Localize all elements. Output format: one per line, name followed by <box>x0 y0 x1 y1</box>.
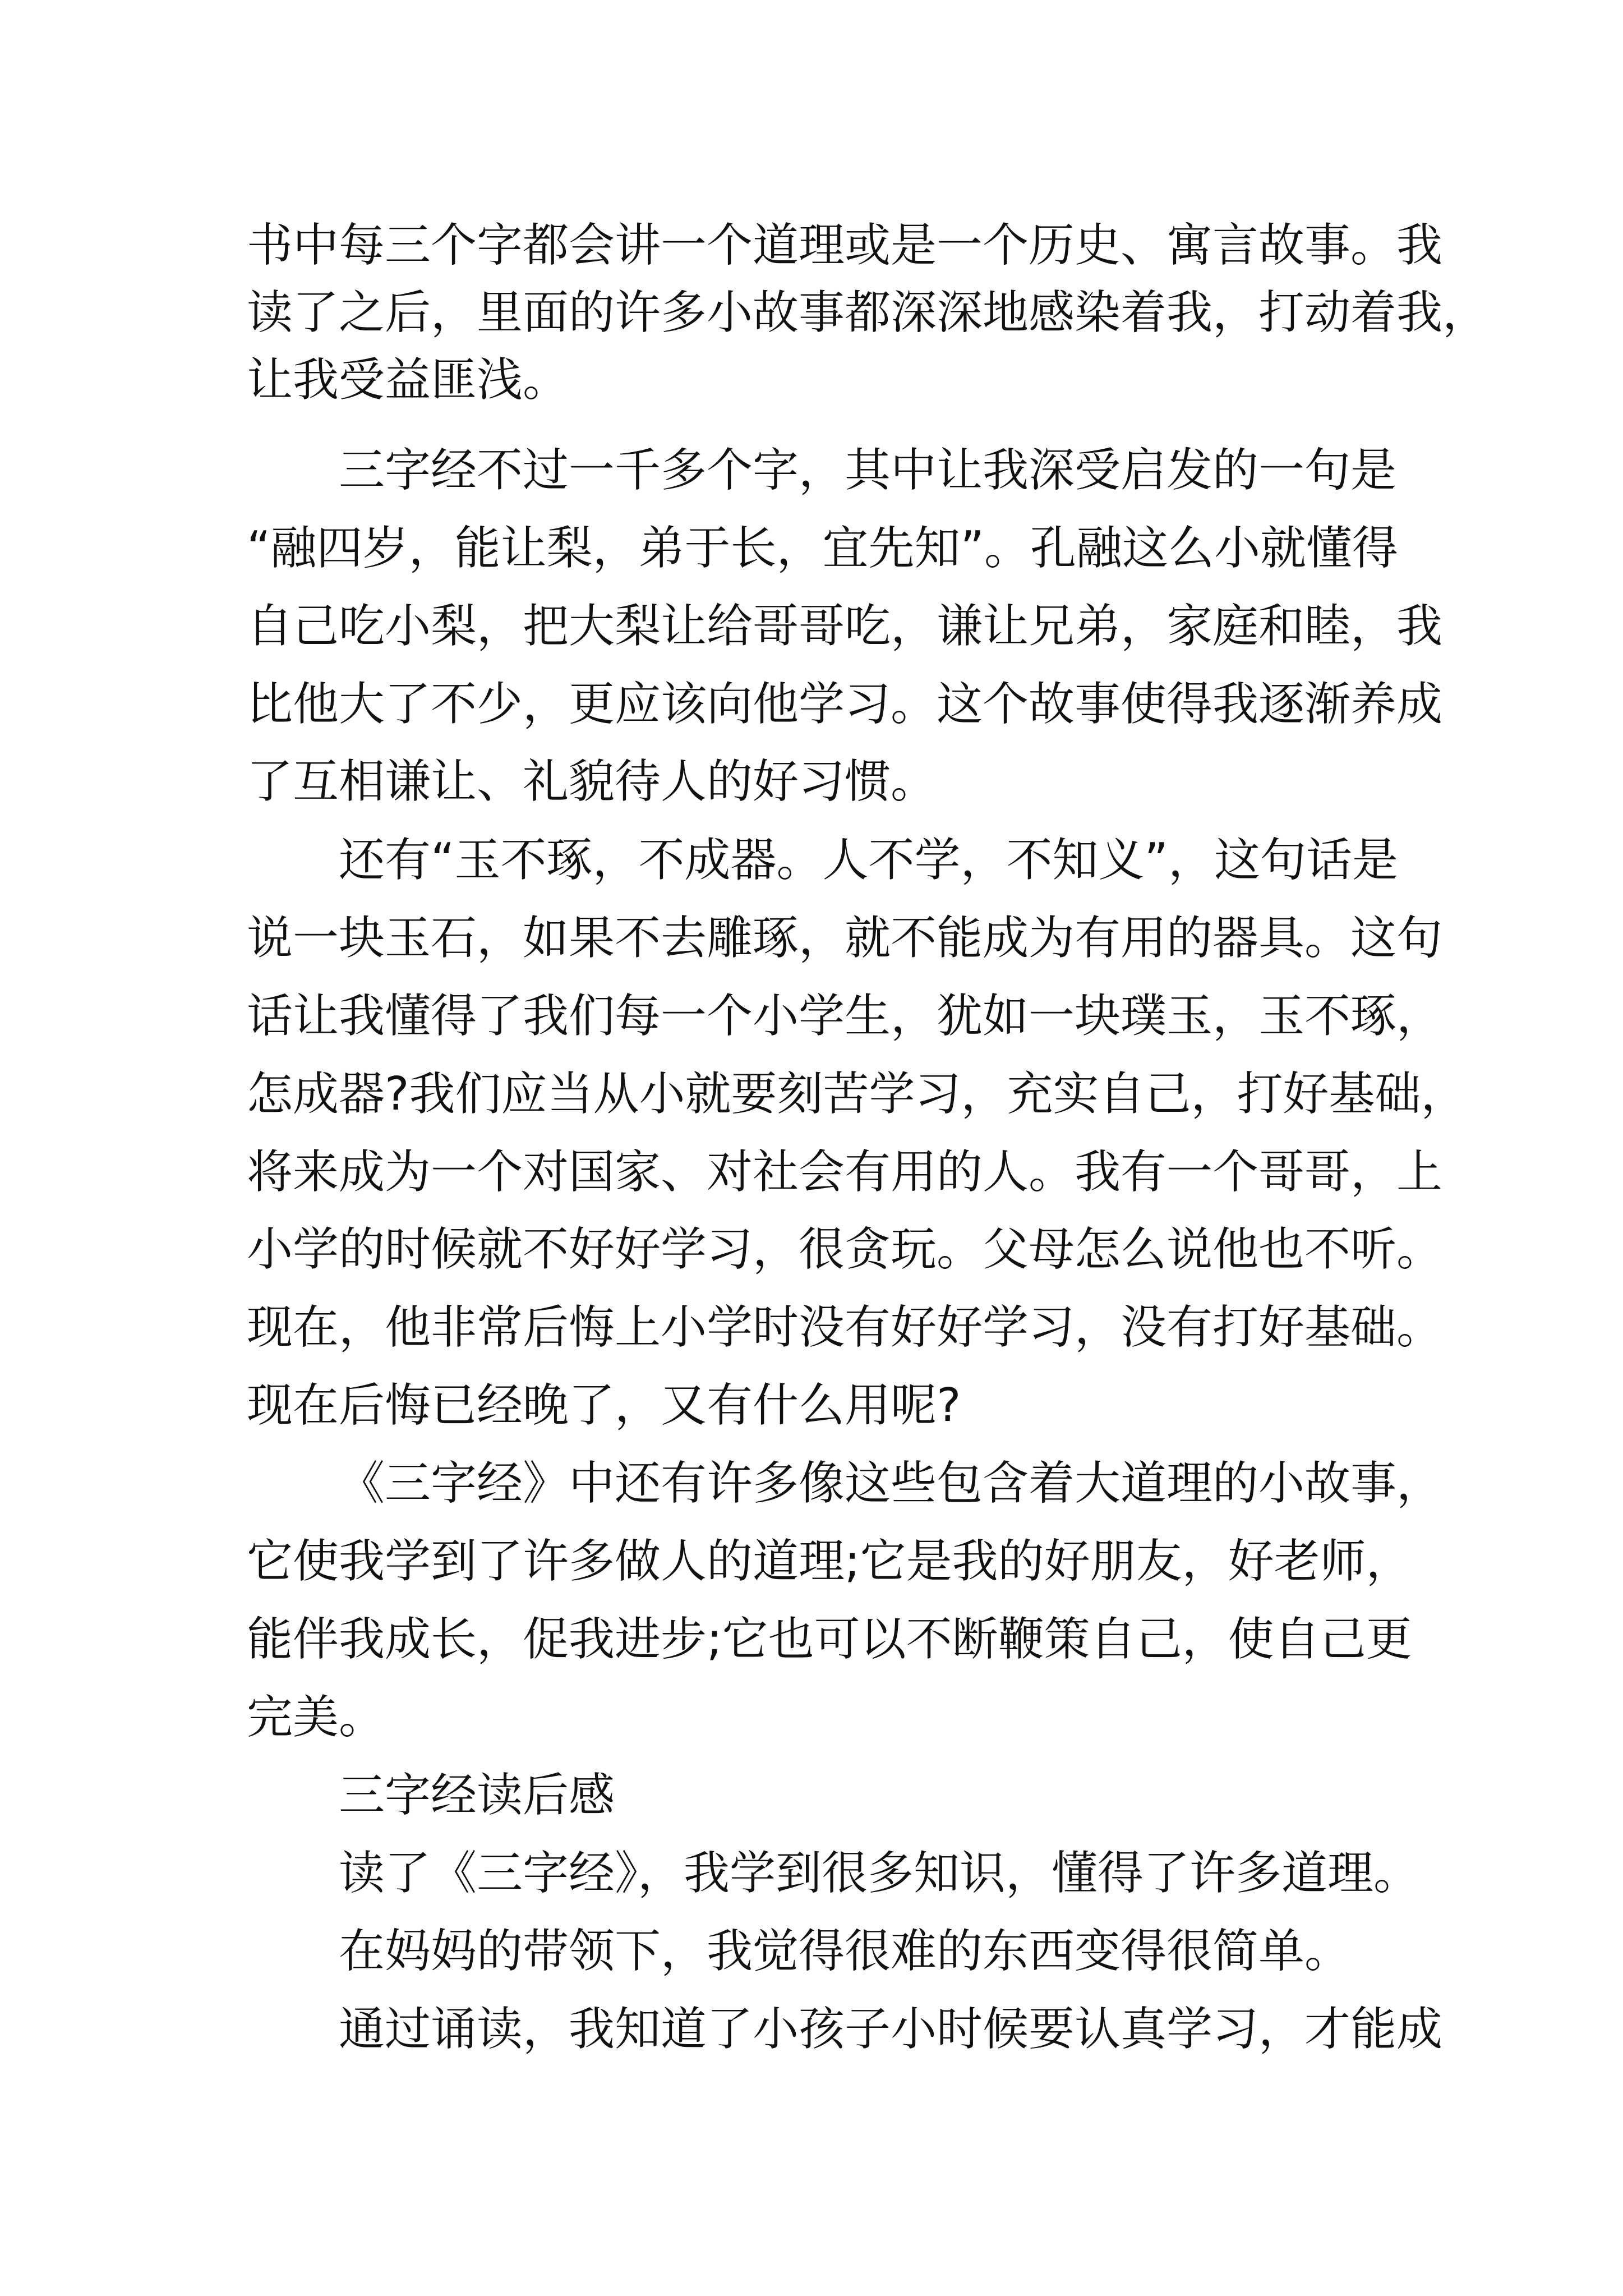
paragraph-start-line: 读了《三字经》，我学到很多知识，懂得了许多道理。 <box>339 1847 1420 1900</box>
text-line: 说一块玉石，如果不去雕琢，就不能成为有用的器具。这句 <box>247 912 1443 965</box>
paragraph-start-line: 通过诵读，我知道了小孩子小时候要认真学习，才能成 <box>339 2003 1443 2056</box>
text-line: 自己吃小梨，把大梨让给哥哥吃，谦让兄弟，家庭和睦，我 <box>247 600 1443 653</box>
paragraph-start-line: 三字经不过一千多个字，其中让我深受启发的一句是 <box>339 444 1397 497</box>
text-line: 比他大了不少，更应该向他学习。这个故事使得我逐渐养成 <box>247 678 1443 731</box>
text-line: 它使我学到了许多做人的道理;它是我的好朋友，好老师， <box>247 1535 1412 1588</box>
text-line: 将来成为一个对国家、对社会有用的人。我有一个哥哥，上 <box>247 1145 1443 1199</box>
text-line: 现在后悔已经晚了，又有什么用呢? <box>247 1379 961 1432</box>
text-line: 了互相谦让、礼貌待人的好习惯。 <box>247 755 937 808</box>
text-line: 读了之后，里面的许多小故事都深深地感染着我，打动着我， <box>247 286 1489 339</box>
text-line: 让我受益匪浅。 <box>247 353 569 407</box>
text-line: 完美。 <box>247 1691 385 1744</box>
paragraph-start-line: 在妈妈的带领下，我觉得很难的东西变得很简单。 <box>339 1925 1351 1978</box>
paragraph-start-line: 还有“玉不琢，不成器。人不学，不知义”，这句话是 <box>339 834 1398 887</box>
section-heading: 三字经读后感 <box>339 1769 615 1822</box>
text-line: 小学的时候就不好好学习，很贪玩。父母怎么说他也不听。 <box>247 1223 1443 1276</box>
text-line: “融四岁，能让梨，弟于长，宜先知”。孔融这么小就懂得 <box>247 522 1398 575</box>
text-line: 怎成器?我们应当从小就要刻苦学习，充实自己，打好基础， <box>247 1068 1467 1121</box>
text-line: 书中每三个字都会讲一个道理或是一个历史、寓言故事。我 <box>247 219 1443 272</box>
text-line: 话让我懂得了我们每一个小学生，犹如一块璞玉，玉不琢， <box>247 990 1443 1043</box>
text-line: 能伴我成长，促我进步;它也可以不断鞭策自己，使自己更 <box>247 1613 1412 1666</box>
text-line: 现在，他非常后悔上小学时没有好好学习，没有打好基础。 <box>247 1301 1443 1354</box>
paragraph-start-line: 《三字经》中还有许多像这些包含着大道理的小故事， <box>339 1457 1443 1510</box>
